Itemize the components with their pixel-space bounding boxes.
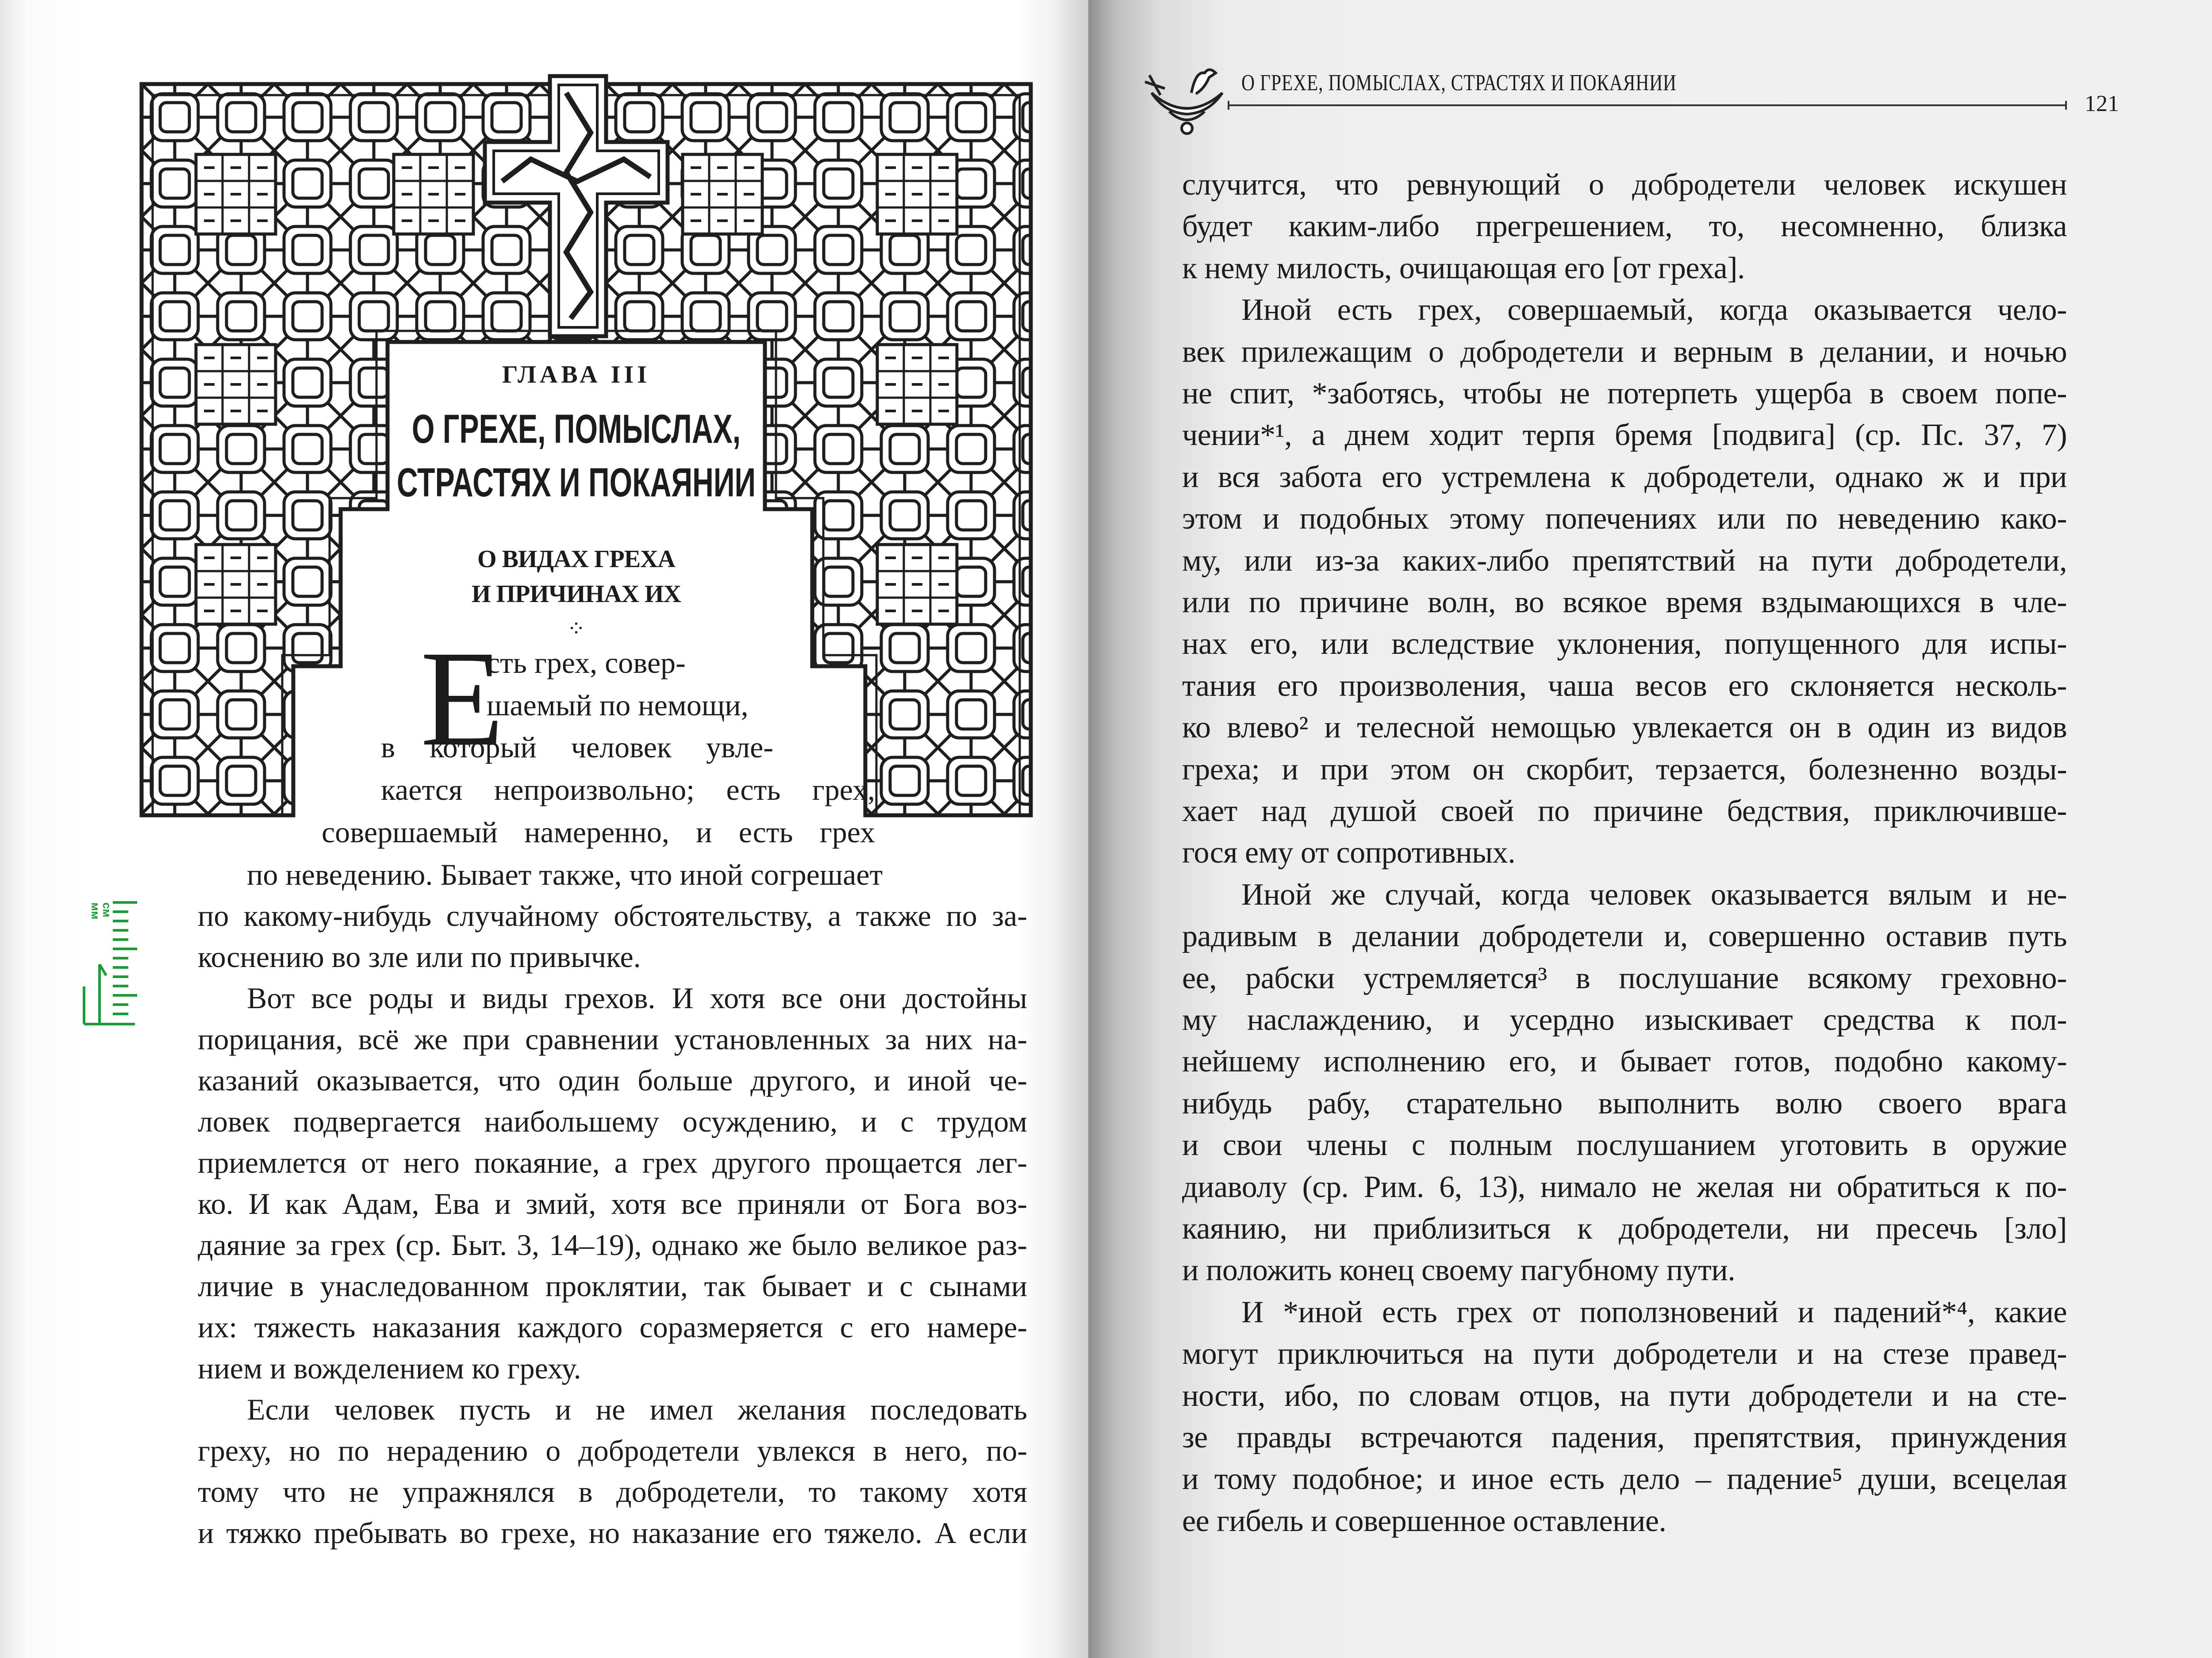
text-line: этом и подобных этому попечениях или по неведению како-	[1182, 502, 2067, 536]
framed-text-line: кается непроизвольно; есть грех,	[381, 773, 875, 806]
left-page	[0, 0, 1088, 1658]
text-line: ности, ибо, по словам отцов, на пути добродетели и на сте-	[1182, 1378, 2067, 1413]
text-line: и положить конец своему пагубному пути.	[1182, 1253, 1736, 1288]
text-line: греха; и при этом он скорбит, терзается, болезненно возды-	[1182, 752, 2067, 787]
text-line: по неведению. Бывает также, что иной согрешает	[247, 858, 883, 891]
text-line: И *иной есть грех от поползновений и падений*⁴, какие	[1241, 1295, 2067, 1329]
text-line: ко влево² и телесной немощью увлекается он в один из видов	[1182, 710, 2067, 745]
drop-cap: Е	[420, 623, 504, 775]
text-line: личие в унаследованном проклятии, так бывает и с сынами	[198, 1269, 1027, 1303]
oil-lamp-ornament-icon	[1143, 62, 1231, 137]
text-line: хает над душой своей по причине бедствия, приключивше-	[1182, 794, 2067, 828]
section-title-line: О ВИДАХ ГРЕХА	[477, 545, 675, 573]
chapter-title-line: О ГРЕХЕ, ПОМЫСЛАХ,	[411, 407, 741, 452]
running-head-rule	[1228, 104, 2067, 106]
text-line: не спит, *заботясь, чтобы не потерпеть ущерба в своем попе-	[1182, 376, 2067, 411]
running-head: О ГРЕХЕ, ПОМЫСЛАХ, СТРАСТЯХ И ПОКАЯНИИ	[1241, 70, 1677, 96]
fleuron-ornament-icon: ⁘	[567, 616, 586, 641]
text-line: диаволу (ср. Рим. 6, 13), нимало не желая ни обратиться к по-	[1182, 1170, 2067, 1204]
text-line: их: тяжесть наказания каждого соразмеряется с его намере-	[198, 1310, 1027, 1344]
text-line: му наслаждению, и усердно изыскивает средства к пол-	[1182, 1003, 2067, 1037]
text-line: ловек подвергается наибольшему осуждению, и с трудом	[198, 1105, 1027, 1138]
text-line: могут приключиться на пути добродетели и на стезе правед-	[1182, 1337, 2067, 1371]
text-line: век прилежащим о добродетели и верным в делании, и ночью	[1182, 334, 2067, 369]
text-line: Иной есть грех, совершаемый, когда оказывается чело-	[1241, 293, 2067, 327]
text-line: Иной же случай, когда человек оказывается вялым и не-	[1241, 877, 2067, 912]
text-line: и свои члены с полным послушанием уготовить в оружие	[1182, 1128, 2067, 1163]
text-line: коснению во зле или по привычке.	[198, 940, 641, 974]
text-line: ее гибель и совершенное оставление.	[1182, 1504, 1667, 1538]
text-line: ее, рабски устремляется³ в послушание всякому греховно-	[1182, 961, 2067, 995]
text-line: и тому подобное; и иное есть дело – падение⁵ души, всецелая	[1182, 1462, 2067, 1497]
text-line: зе правды встречаются падения, препятствия, принуждения	[1182, 1420, 2067, 1455]
text-line: тому что не упражнялся в добродетели, то такому хотя	[198, 1475, 1027, 1508]
text-line: порицания, всё же при сравнении установленных за них на-	[198, 1022, 1027, 1056]
text-line: гося ему от сопротивных.	[1182, 836, 1516, 870]
text-line: нием и вожделением ко греху.	[198, 1351, 581, 1385]
text-line: нибудь рабу, старательно выполнить волю своего врага	[1182, 1086, 2067, 1121]
text-line: даяние за грех (ср. Быт. 3, 14–19), однако же было великое раз-	[198, 1228, 1027, 1262]
text-line: тания его произволения, чаша весов его склоняется несколь-	[1182, 668, 2067, 703]
text-line: и тяжко пребывать во грехе, но наказание его тяжело. А если	[198, 1516, 1027, 1550]
text-line: чении*¹, а днем ходит терпя бремя [подвига] (ср. Пс. 37, 7)	[1182, 418, 2067, 453]
framed-text-line: сть грех, совер-	[487, 646, 686, 679]
text-line: Вот все роды и виды грехов. И хотя все они достойны	[247, 981, 1027, 1015]
text-line: по какому-нибудь случайному обстоятельству, а также по за-	[198, 899, 1027, 933]
text-line: радивым в делании добродетели и, совершенно оставив путь	[1182, 919, 2067, 954]
text-line: нах его, или вследствие уклонения, попущенного для испы-	[1182, 627, 2067, 661]
text-line: к нему милость, очищающая его [от греха].	[1182, 251, 1745, 285]
framed-text-line: в который человек увле-	[381, 730, 773, 764]
text-line: будет каким-либо прегрешением, то, несомненно, близка	[1182, 209, 2067, 244]
text-line: случится, что ревнующий о добродетели человек искушен	[1182, 168, 2067, 202]
text-line: приемлется от него покаяние, а грех другого прощается лег-	[198, 1146, 1027, 1179]
ruler-label-cm: см	[100, 902, 114, 917]
text-line: Если человек пусть и не имел желания последовать	[247, 1393, 1027, 1426]
text-line: ко. И как Адам, Ева и змий, хотя все приняли от Бога воз-	[198, 1187, 1027, 1220]
ruler-label-mm: мм	[89, 902, 102, 920]
chapter-title-line: СТРАСТЯХ И ПОКАЯНИИ	[396, 460, 756, 505]
framed-text-line: совершаемый намеренно, и есть грех	[322, 815, 875, 849]
page-number: 121	[2085, 91, 2119, 116]
text-line: му, или из-за каких-либо препятствий на пути добродетели,	[1182, 543, 2067, 578]
text-line: каянию, ни приблизиться к добродетели, ни пресечь [зло]	[1182, 1212, 2067, 1246]
text-line: и вся забота его устремлена к добродетели, однако ж и при	[1182, 460, 2067, 494]
framed-text-line: шаемый по немощи,	[487, 688, 749, 722]
text-line: или по причине волн, во всякое время вздымающихся в чле-	[1182, 585, 2067, 619]
scan-ruler	[82, 898, 139, 1026]
chapter-label: ГЛАВА III	[502, 361, 650, 388]
section-title-line: И ПРИЧИНАХ ИХ	[472, 580, 681, 608]
text-line: нейшему исполнению его, и бывает готов, подобно какому-	[1182, 1044, 2067, 1079]
text-line: казаний оказывается, что один больше другого, и иной че-	[198, 1063, 1027, 1097]
text-line: греху, но по нерадению о добродетели увлекся в него, по-	[198, 1434, 1027, 1467]
